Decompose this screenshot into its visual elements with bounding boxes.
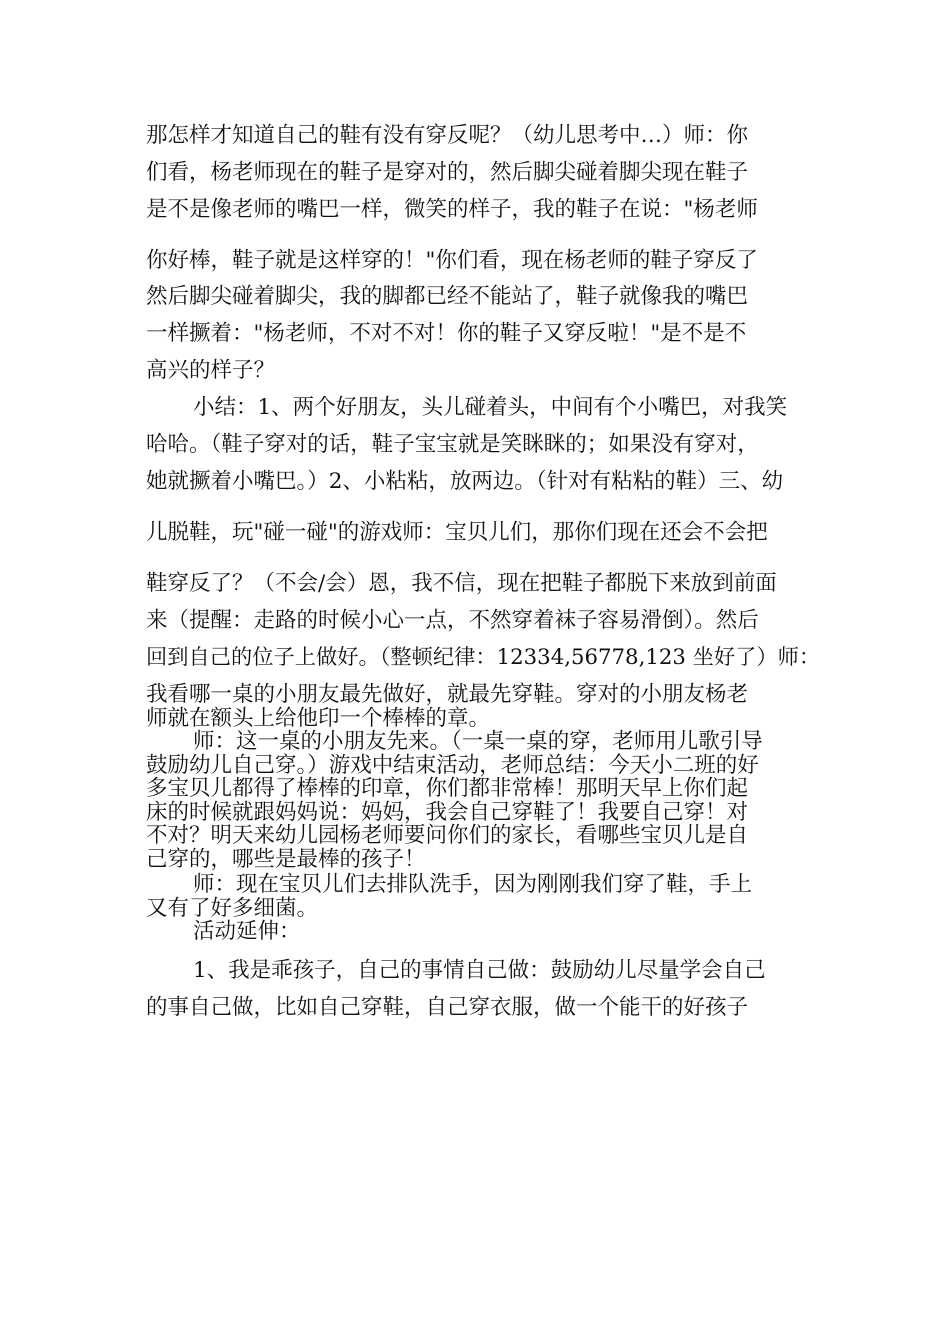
text-line: 小结：1、两个好朋友，头儿碰着头，中间有个小嘴巴，对我笑 [193, 395, 788, 420]
text-line: 我看哪一桌的小朋友最先做好，就最先穿鞋。穿对的小朋友杨老 [146, 682, 749, 707]
text-line: 又有了好多细菌。 [146, 896, 319, 921]
text-line: 是不是像老师的嘴巴一样，微笑的样子，我的鞋子在说："杨老师 [146, 197, 758, 222]
text-line: 1、我是乖孩子，自己的事情自己做：鼓励幼儿尽量学会自己 [193, 958, 766, 983]
text-line: 多宝贝儿都得了棒棒的印章，你们都非常棒！那明天早上你们起 [146, 776, 749, 801]
text-line: 然后脚尖碰着脚尖，我的脚都已经不能站了，鞋子就像我的嘴巴 [146, 284, 749, 309]
text-line: 鞋穿反了？（不会/会）恩，我不信，现在把鞋子都脱下来放到前面 [146, 571, 777, 596]
text-line: 师：现在宝贝儿们去排队洗手，因为刚刚我们穿了鞋，手上 [193, 872, 753, 897]
text-line: 来（提醒：走路的时候小心一点，不然穿着袜子容易滑倒）。然后 [146, 608, 759, 633]
text-line: 高兴的样子？ [146, 358, 276, 383]
text-line: 一样撅着："杨老师，不对不对！你的鞋子又穿反啦！"是不是不 [146, 321, 747, 346]
text-line: 她就撅着小嘴巴。）2、小粘粘，放两边。（针对有粘粘的鞋）三、幼 [146, 469, 784, 494]
text-line: 儿脱鞋，玩"碰一碰"的游戏师：宝贝儿们，那你们现在还会不会把 [146, 520, 768, 545]
text-line: 你好棒，鞋子就是这样穿的！"你们看，现在杨老师的鞋子穿反了 [146, 248, 758, 273]
text-line: 己穿的，哪些是最棒的孩子！ [146, 847, 426, 872]
text-line: 回到自己的位子上做好。（整顿纪律：12334,56778,123 坐好了）师： [146, 645, 821, 670]
text-line: 们看，杨老师现在的鞋子是穿对的，然后脚尖碰着脚尖现在鞋子 [146, 160, 749, 185]
text-line: 的事自己做，比如自己穿鞋，自己穿衣服，做一个能干的好孩子 [146, 995, 749, 1020]
text-line: 哈哈。（鞋子穿对的话，鞋子宝宝就是笑眯眯的；如果没有穿对， [146, 432, 759, 457]
text-line: 那怎样才知道自己的鞋有没有穿反呢？（幼儿思考中…）师：你 [146, 123, 749, 148]
text-line: 师就在额头上给他印一个棒棒的章。 [146, 706, 491, 731]
text-line: 师：这一桌的小朋友先来。（一桌一桌的穿，老师用儿歌引导 [193, 729, 763, 754]
text-line: 鼓励幼儿自己穿。）游戏中结束活动，老师总结：今天小二班的好 [146, 753, 759, 778]
text-line: 活动延伸： [193, 919, 301, 944]
text-line: 不对？明天来幼儿园杨老师要问你们的家长，看哪些宝贝儿是自 [146, 823, 749, 848]
text-line: 床的时候就跟妈妈说：妈妈，我会自己穿鞋了！我要自己穿！对 [146, 800, 749, 825]
